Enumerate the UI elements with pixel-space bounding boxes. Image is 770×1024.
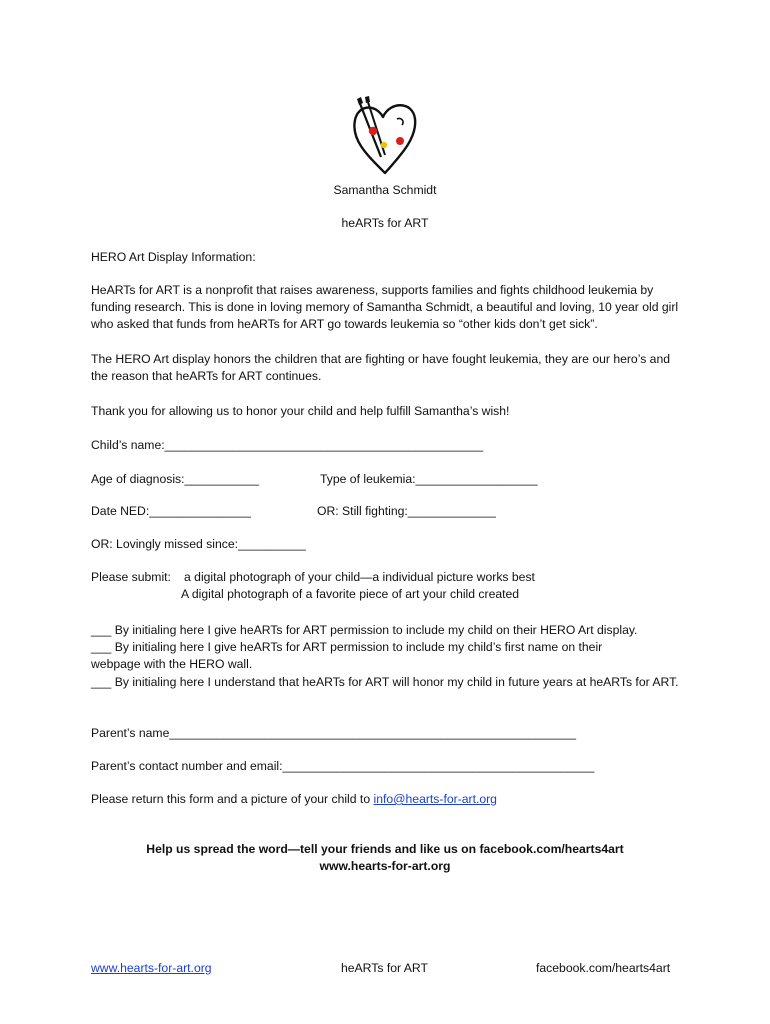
childs-name-field: Child’s name:_______________________________________________ xyxy=(91,438,484,452)
intro-paragraph-3: Thank you for allowing us to honor your child and help fulfill Samantha’s wish! xyxy=(91,404,510,418)
submit-item-2: A digital photograph of a favorite piece of art your child created xyxy=(181,587,520,601)
intro-paragraph-1: HeARTs for ART is a nonprofit that raises awareness, supports families and fights childhood leukemia by funding research. This is done in loving memory of Samantha Schmidt, a beautiful and loving, 10 year old girl who asked that funds from heARTs for ART go towards leukemia so “other kids don’t get sick”. xyxy=(91,283,679,331)
return-email-link[interactable]: info@hearts-for-art.org xyxy=(373,792,497,806)
parent-name-field: Parent’s name____________________________________________________________ xyxy=(91,726,577,740)
intro-paragraph-2: The HERO Art display honors the children that are fighting or have fought leukemia, they are our hero’s and the reason that heARTs for ART continues. xyxy=(91,352,671,383)
intro-heading: HERO Art Display Information: xyxy=(91,250,256,264)
paint-dot-red-1 xyxy=(369,127,377,135)
header-name: Samantha Schmidt xyxy=(333,183,437,197)
promo-line-2: www.hearts-for-art.org xyxy=(319,859,451,873)
promo-line-1: Help us spread the word—tell your friends and like us on facebook.com/hearts4art xyxy=(146,842,624,856)
submit-label: Please submit: xyxy=(91,570,171,584)
consent-1: ___ By initialing here I give heARTs for ART permission to include my child on their HERO Art display. xyxy=(91,623,638,637)
age-of-diagnosis-field: Age of diagnosis:___________ xyxy=(91,472,260,486)
footer-website-link[interactable]: www.hearts-for-art.org xyxy=(91,961,212,975)
still-fighting-field: OR: Still fighting:_____________ xyxy=(317,504,496,518)
hearts-for-art-logo xyxy=(345,95,425,180)
footer-org: heARTs for ART xyxy=(341,961,428,975)
footer-facebook: facebook.com/hearts4art xyxy=(536,961,671,975)
submit-item-1: a digital photograph of your child—a individual picture works best xyxy=(184,570,535,584)
paint-dot-yellow xyxy=(381,142,387,148)
header-org: heARTs for ART xyxy=(341,216,429,230)
return-text: Please return this form and a picture of your child to xyxy=(91,792,374,806)
paint-dot-red-2 xyxy=(396,137,404,145)
consent-3: ___ By initialing here I understand that heARTs for ART will honor my child in future years at heARTs for ART. xyxy=(91,675,679,689)
type-of-leukemia-field: Type of leukemia:__________________ xyxy=(320,472,538,486)
consent-2: ___ By initialing here I give heARTs for ART permission to include my child’s first name on their webpage with the HERO wall. xyxy=(91,640,603,671)
parent-contact-field: Parent’s contact number and email:______________________________________________ xyxy=(91,759,595,773)
lovingly-missed-field: OR: Lovingly missed since:__________ xyxy=(91,537,306,551)
date-ned-field: Date NED:_______________ xyxy=(91,504,251,518)
return-instructions xyxy=(91,792,497,806)
